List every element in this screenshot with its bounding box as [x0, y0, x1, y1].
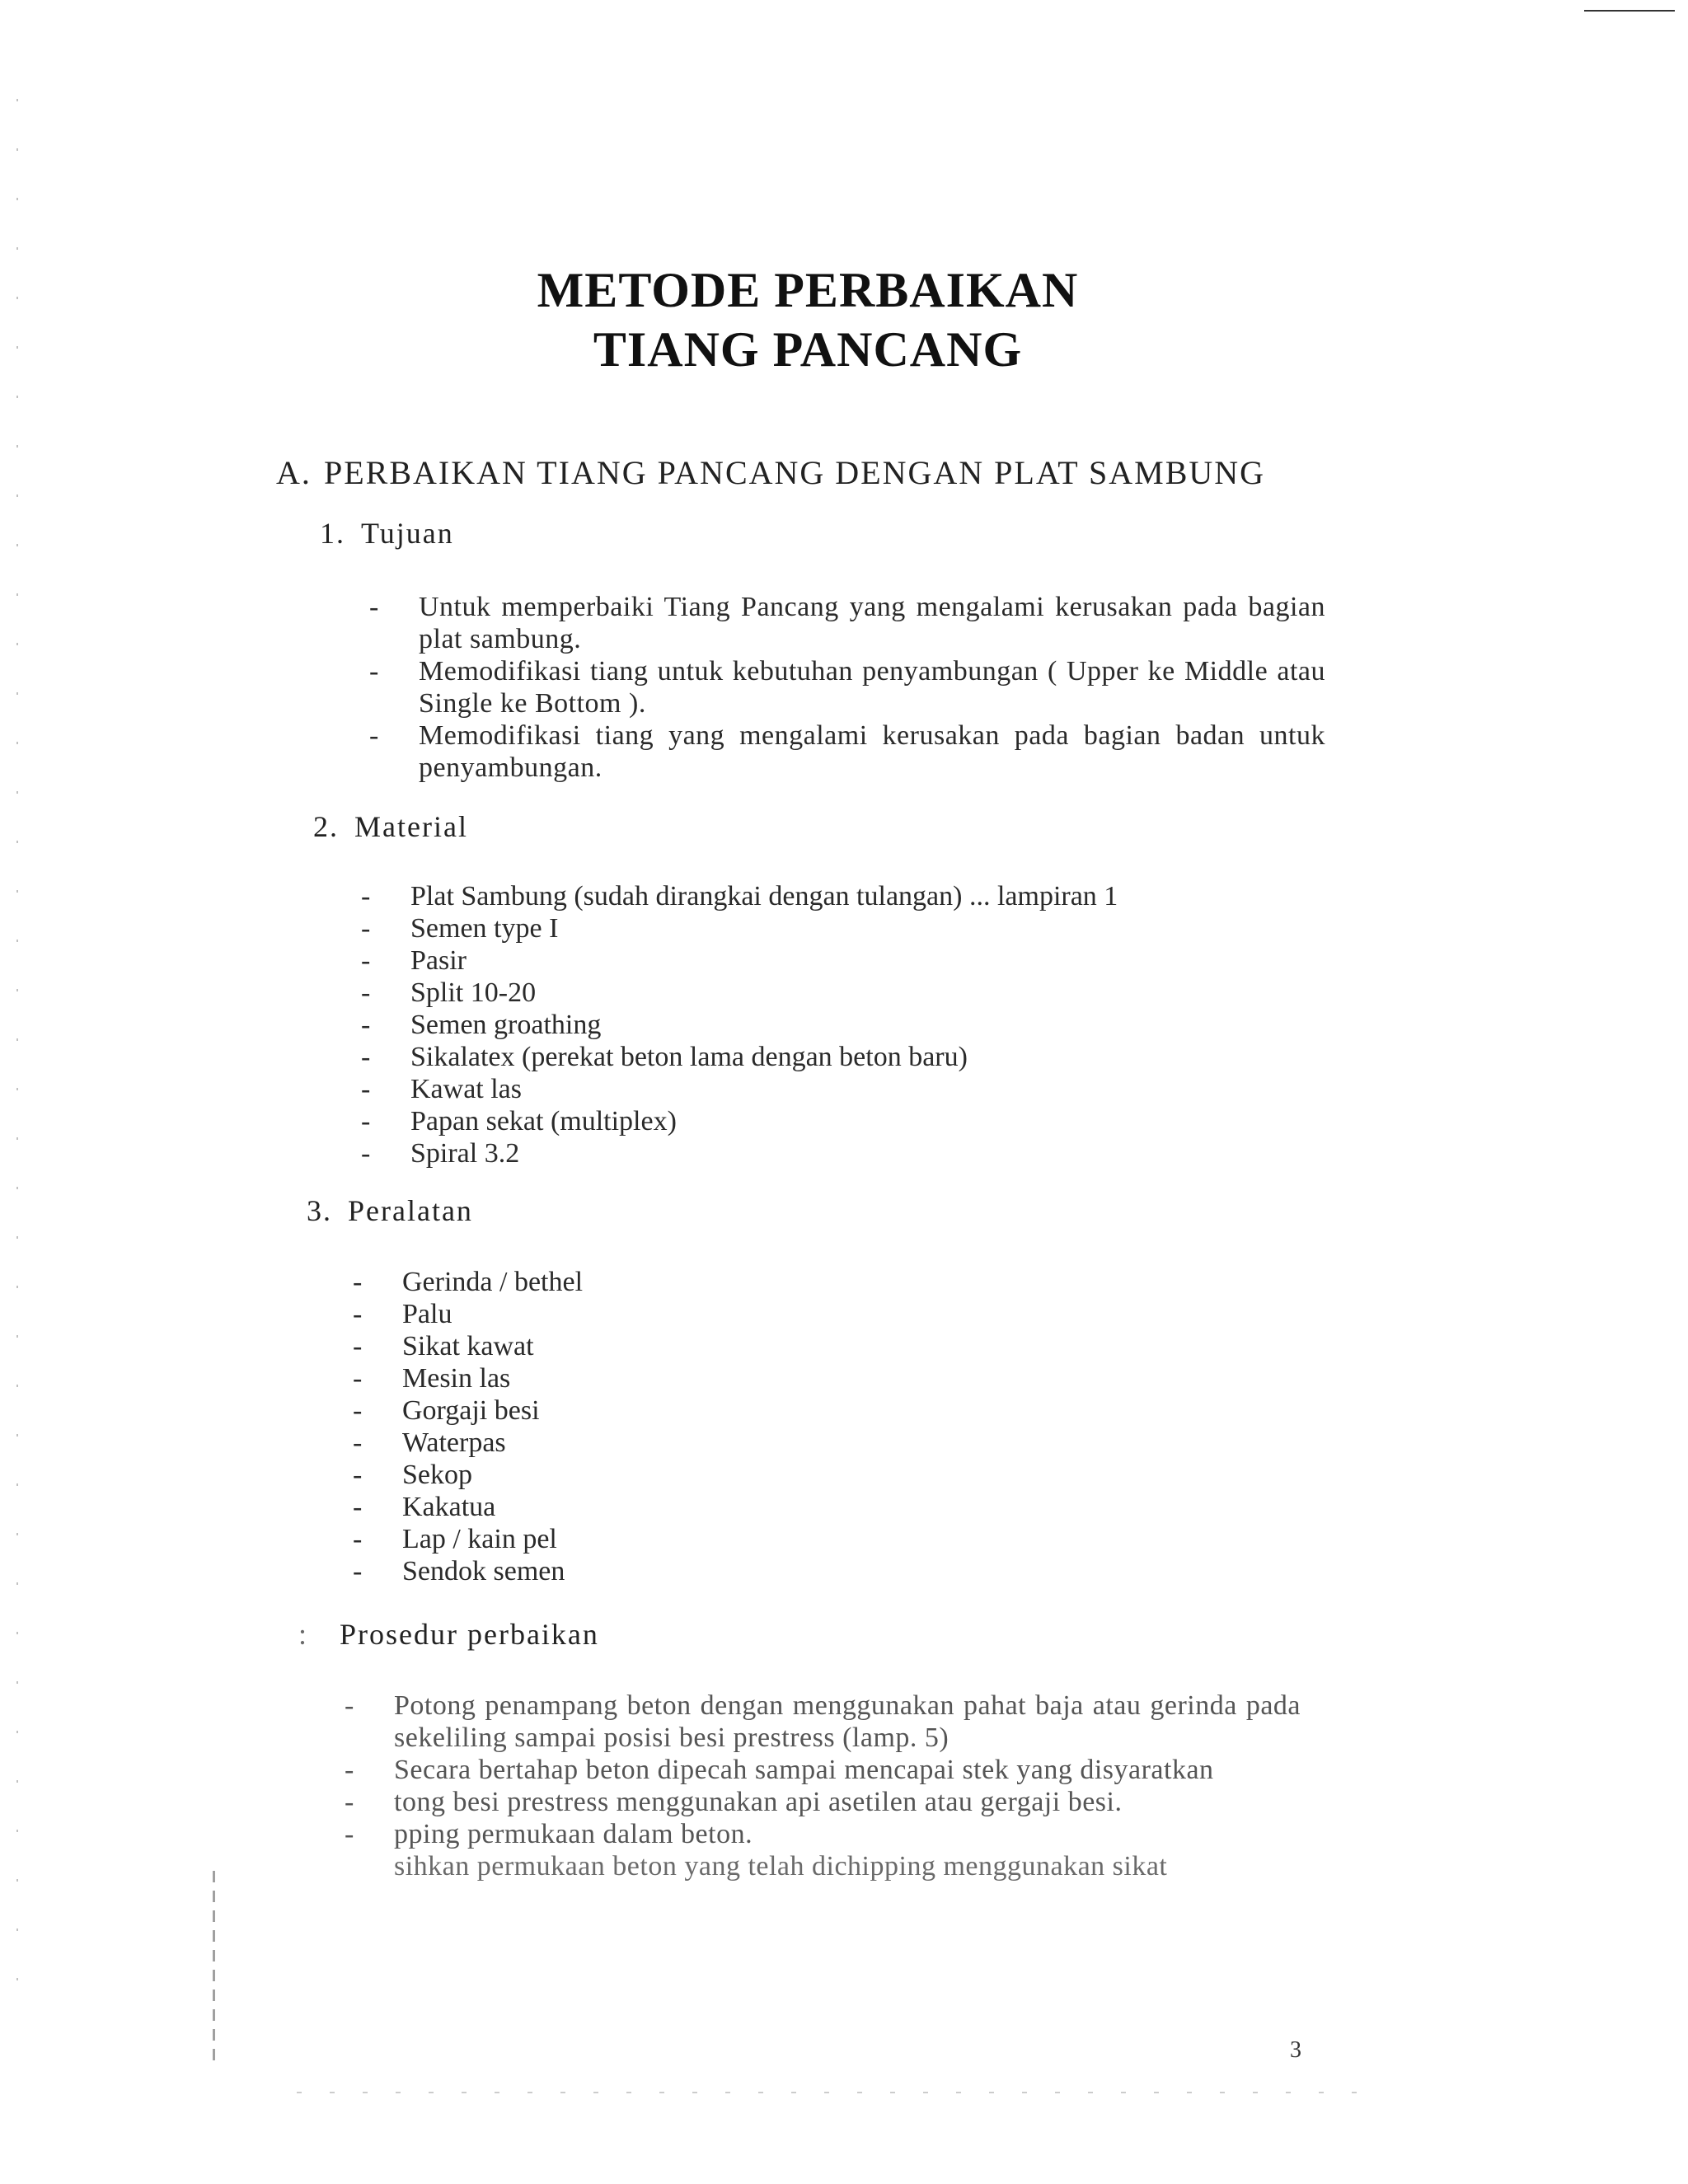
- scan-bottom-marks: [297, 2092, 1368, 2093]
- subsection-material-heading: [313, 809, 468, 844]
- list-item: - Gorgaji besi: [353, 1395, 540, 1426]
- list-item: - Spiral 3.2: [361, 1138, 520, 1169]
- subsection-tujuan-heading: [320, 516, 454, 551]
- list-item: - Sikat kawat: [353, 1331, 534, 1361]
- list-item: - Potong penampang beton dengan menggunakan pahat baja atau gerinda pada sekeliling sampai posisi besi prestress (lamp. 5): [345, 1690, 1301, 1753]
- page-number: 3: [1290, 2037, 1301, 2063]
- list-item: - Palu: [353, 1299, 452, 1329]
- section-title: PERBAIKAN TIANG PANCANG DENGAN PLAT SAMBUNG: [324, 454, 1266, 491]
- peralatan-list: [353, 1266, 583, 1587]
- document-title-line2: TIANG PANCANG: [593, 322, 1023, 377]
- list-item: - Memodifikasi tiang yang mengalami kerusakan pada bagian badan untuk penyambungan.: [369, 720, 1325, 783]
- subsection-number: 1.: [320, 517, 345, 550]
- list-item: - Sikalatex (perekat beton lama dengan beton baru): [361, 1042, 968, 1072]
- material-list: [361, 880, 1118, 1169]
- list-item: - Mesin las: [353, 1363, 511, 1394]
- subsection-title: Tujuan: [361, 517, 454, 550]
- list-item: - pping permukaan dalam beton.: [345, 1819, 753, 1849]
- subsection-prosedur-heading: [298, 1617, 599, 1652]
- scan-edge-marks: [16, 99, 18, 1994]
- list-item: - Kakatua: [353, 1492, 496, 1522]
- list-item: - Pasir: [361, 945, 467, 976]
- list-item: - Lap / kain pel: [353, 1524, 557, 1554]
- prosedur-list: [345, 1690, 1301, 1882]
- scan-margin-line: [213, 1871, 215, 2060]
- subsection-title: Prosedur perbaikan: [340, 1618, 599, 1651]
- list-item: - Kawat las: [361, 1074, 523, 1104]
- list-item: - Papan sekat (multiplex): [361, 1106, 677, 1137]
- document-title-line1: METODE PERBAIKAN: [537, 263, 1079, 317]
- subsection-peralatan-heading: [307, 1193, 473, 1228]
- section-letter: A.: [276, 454, 312, 491]
- subsection-title: Material: [354, 810, 468, 843]
- list-item: - Plat Sambung (sudah dirangkai dengan tulangan) ... lampiran 1: [361, 881, 1118, 912]
- list-item: - Semen type I: [361, 913, 559, 944]
- tujuan-list: [369, 591, 1325, 784]
- section-heading: [276, 453, 1265, 492]
- subsection-number: :: [298, 1618, 309, 1651]
- subsection-number: 3.: [307, 1194, 332, 1227]
- list-item: - Untuk memperbaiki Tiang Pancang yang mengalami kerusakan pada bagian plat sambung.: [369, 592, 1325, 654]
- list-item: - Sekop: [353, 1460, 472, 1490]
- subsection-number: 2.: [313, 810, 339, 843]
- list-item: - Split 10-20: [361, 977, 537, 1008]
- list-item: - Secara bertahap beton dipecah sampai mencapai stek yang disyaratkan: [345, 1755, 1214, 1785]
- subsection-title: Peralatan: [348, 1194, 473, 1227]
- top-right-rule: [1584, 10, 1675, 12]
- list-item: - Sendok semen: [353, 1556, 565, 1586]
- list-item: - tong besi prestress menggunakan api asetilen atau gergaji besi.: [345, 1787, 1123, 1817]
- list-item: - Semen groathing: [361, 1010, 602, 1040]
- list-item: - Memodifikasi tiang untuk kebutuhan penyambungan ( Upper ke Middle atau Single ke Bottom ).: [369, 656, 1325, 719]
- list-item: sihkan permukaan beton yang telah dichipping menggunakan sikat: [394, 1851, 1168, 1882]
- list-item: - Waterpas: [353, 1427, 506, 1458]
- list-item: - Gerinda / bethel: [353, 1267, 584, 1297]
